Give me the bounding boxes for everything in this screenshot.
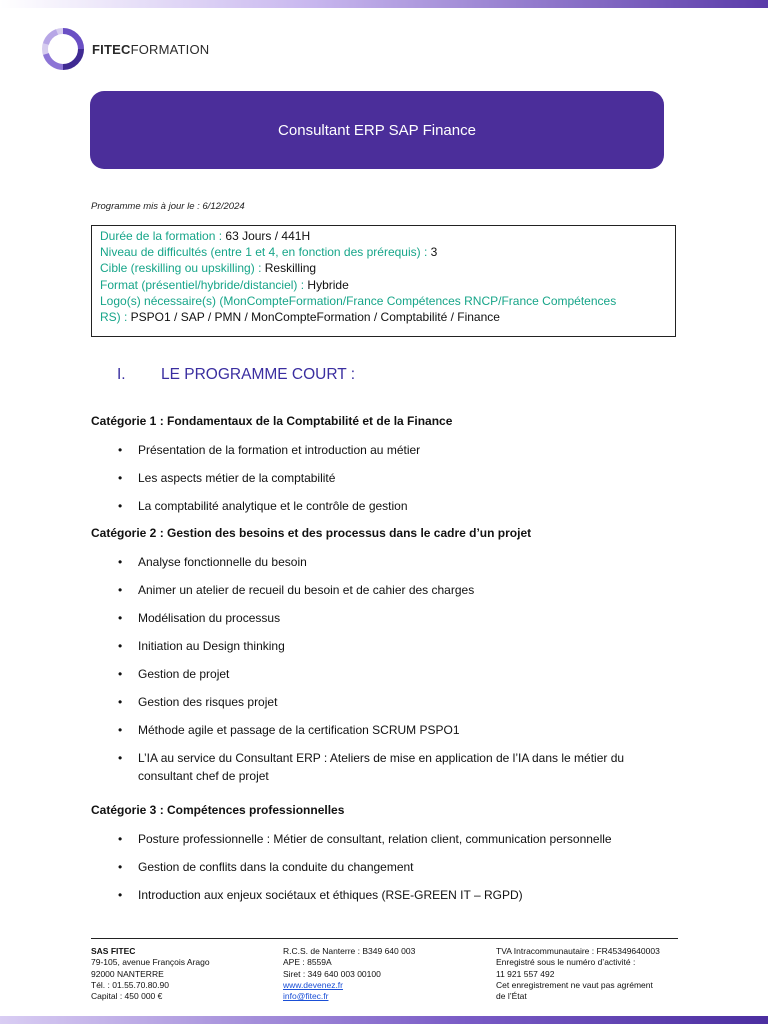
footer-registration: R.C.S. de Nanterre : B349 640 003 APE : 8559A Siret : 349 640 003 00100 www.devenez.fr info@fitec.fr xyxy=(283,946,416,1002)
section-number: I. xyxy=(117,366,126,383)
bullet-icon: • xyxy=(118,751,123,765)
bullet-icon: • xyxy=(118,471,123,485)
title-banner xyxy=(90,91,664,169)
info-cible: Cible (reskilling ou upskilling) : Reskilling xyxy=(100,261,317,276)
category-2-title: Catégorie 2 : Gestion des besoins et des processus dans le cadre d’un projet xyxy=(91,526,532,540)
info-niveau: Niveau de difficultés (entre 1 et 4, en fonction des prérequis) : 3 xyxy=(100,245,438,260)
fitec-ring-icon xyxy=(40,26,86,72)
info-format: Format (présentiel/hybride/distanciel) : Hybride xyxy=(100,277,349,292)
document-title: Consultant ERP SAP Finance xyxy=(278,121,476,139)
logo-wordmark: FITECFORMATION xyxy=(92,41,210,57)
footer-company: SAS FITEC 79-105, avenue François Arago 92000 NANTERRE Tél. : 01.55.70.80.90 Capital : 450 000 € xyxy=(91,946,210,1002)
section-title: LE PROGRAMME COURT : xyxy=(161,366,356,383)
info-logos-line1: Logo(s) nécessaire(s) (MonCompteFormation/France Compétences RNCP/France Compétences xyxy=(100,293,617,308)
bullet-icon: • xyxy=(118,667,123,681)
bullet-icon: • xyxy=(118,555,123,569)
fitec-logo xyxy=(40,26,209,72)
bullet-icon: • xyxy=(118,583,123,597)
bullet-icon: • xyxy=(118,499,123,513)
bullet-icon: • xyxy=(118,611,123,625)
info-duree: Durée de la formation : 63 Jours / 441H xyxy=(100,229,311,243)
footer-tax: TVA Intracommunautaire : FR45349640003 Enregistré sous le numéro d’activité : 11 921 557 492 Cet enregistrement ne vaut pas agrément de l’État xyxy=(496,946,660,1002)
update-date: Programme mis à jour le : 6/12/2024 xyxy=(91,201,245,212)
bullet-icon: • xyxy=(118,443,123,457)
category-3-title: Catégorie 3 : Compétences professionnelles xyxy=(91,803,345,817)
category-1-title: Catégorie 1 : Fondamentaux de la Comptabilité et de la Finance xyxy=(91,414,453,428)
section-heading xyxy=(117,366,355,384)
info-logos-line2: RS) : PSPO1 / SAP / PMN / MonCompteFormation / Comptabilité / Finance xyxy=(100,310,500,325)
top-gradient-bar xyxy=(0,0,768,8)
bullet-icon: • xyxy=(118,695,123,709)
email-link[interactable]: info@fitec.fr xyxy=(283,991,329,1002)
bullet-icon: • xyxy=(118,639,123,653)
bullet-icon: • xyxy=(118,723,123,737)
website-link[interactable]: www.devenez.fr xyxy=(283,979,343,990)
bullet-icon: • xyxy=(118,888,123,902)
bullet-icon: • xyxy=(118,860,123,874)
info-box xyxy=(91,225,676,337)
bottom-gradient-bar xyxy=(0,1016,768,1024)
bullet-icon: • xyxy=(118,832,123,846)
footer-divider xyxy=(91,938,678,939)
